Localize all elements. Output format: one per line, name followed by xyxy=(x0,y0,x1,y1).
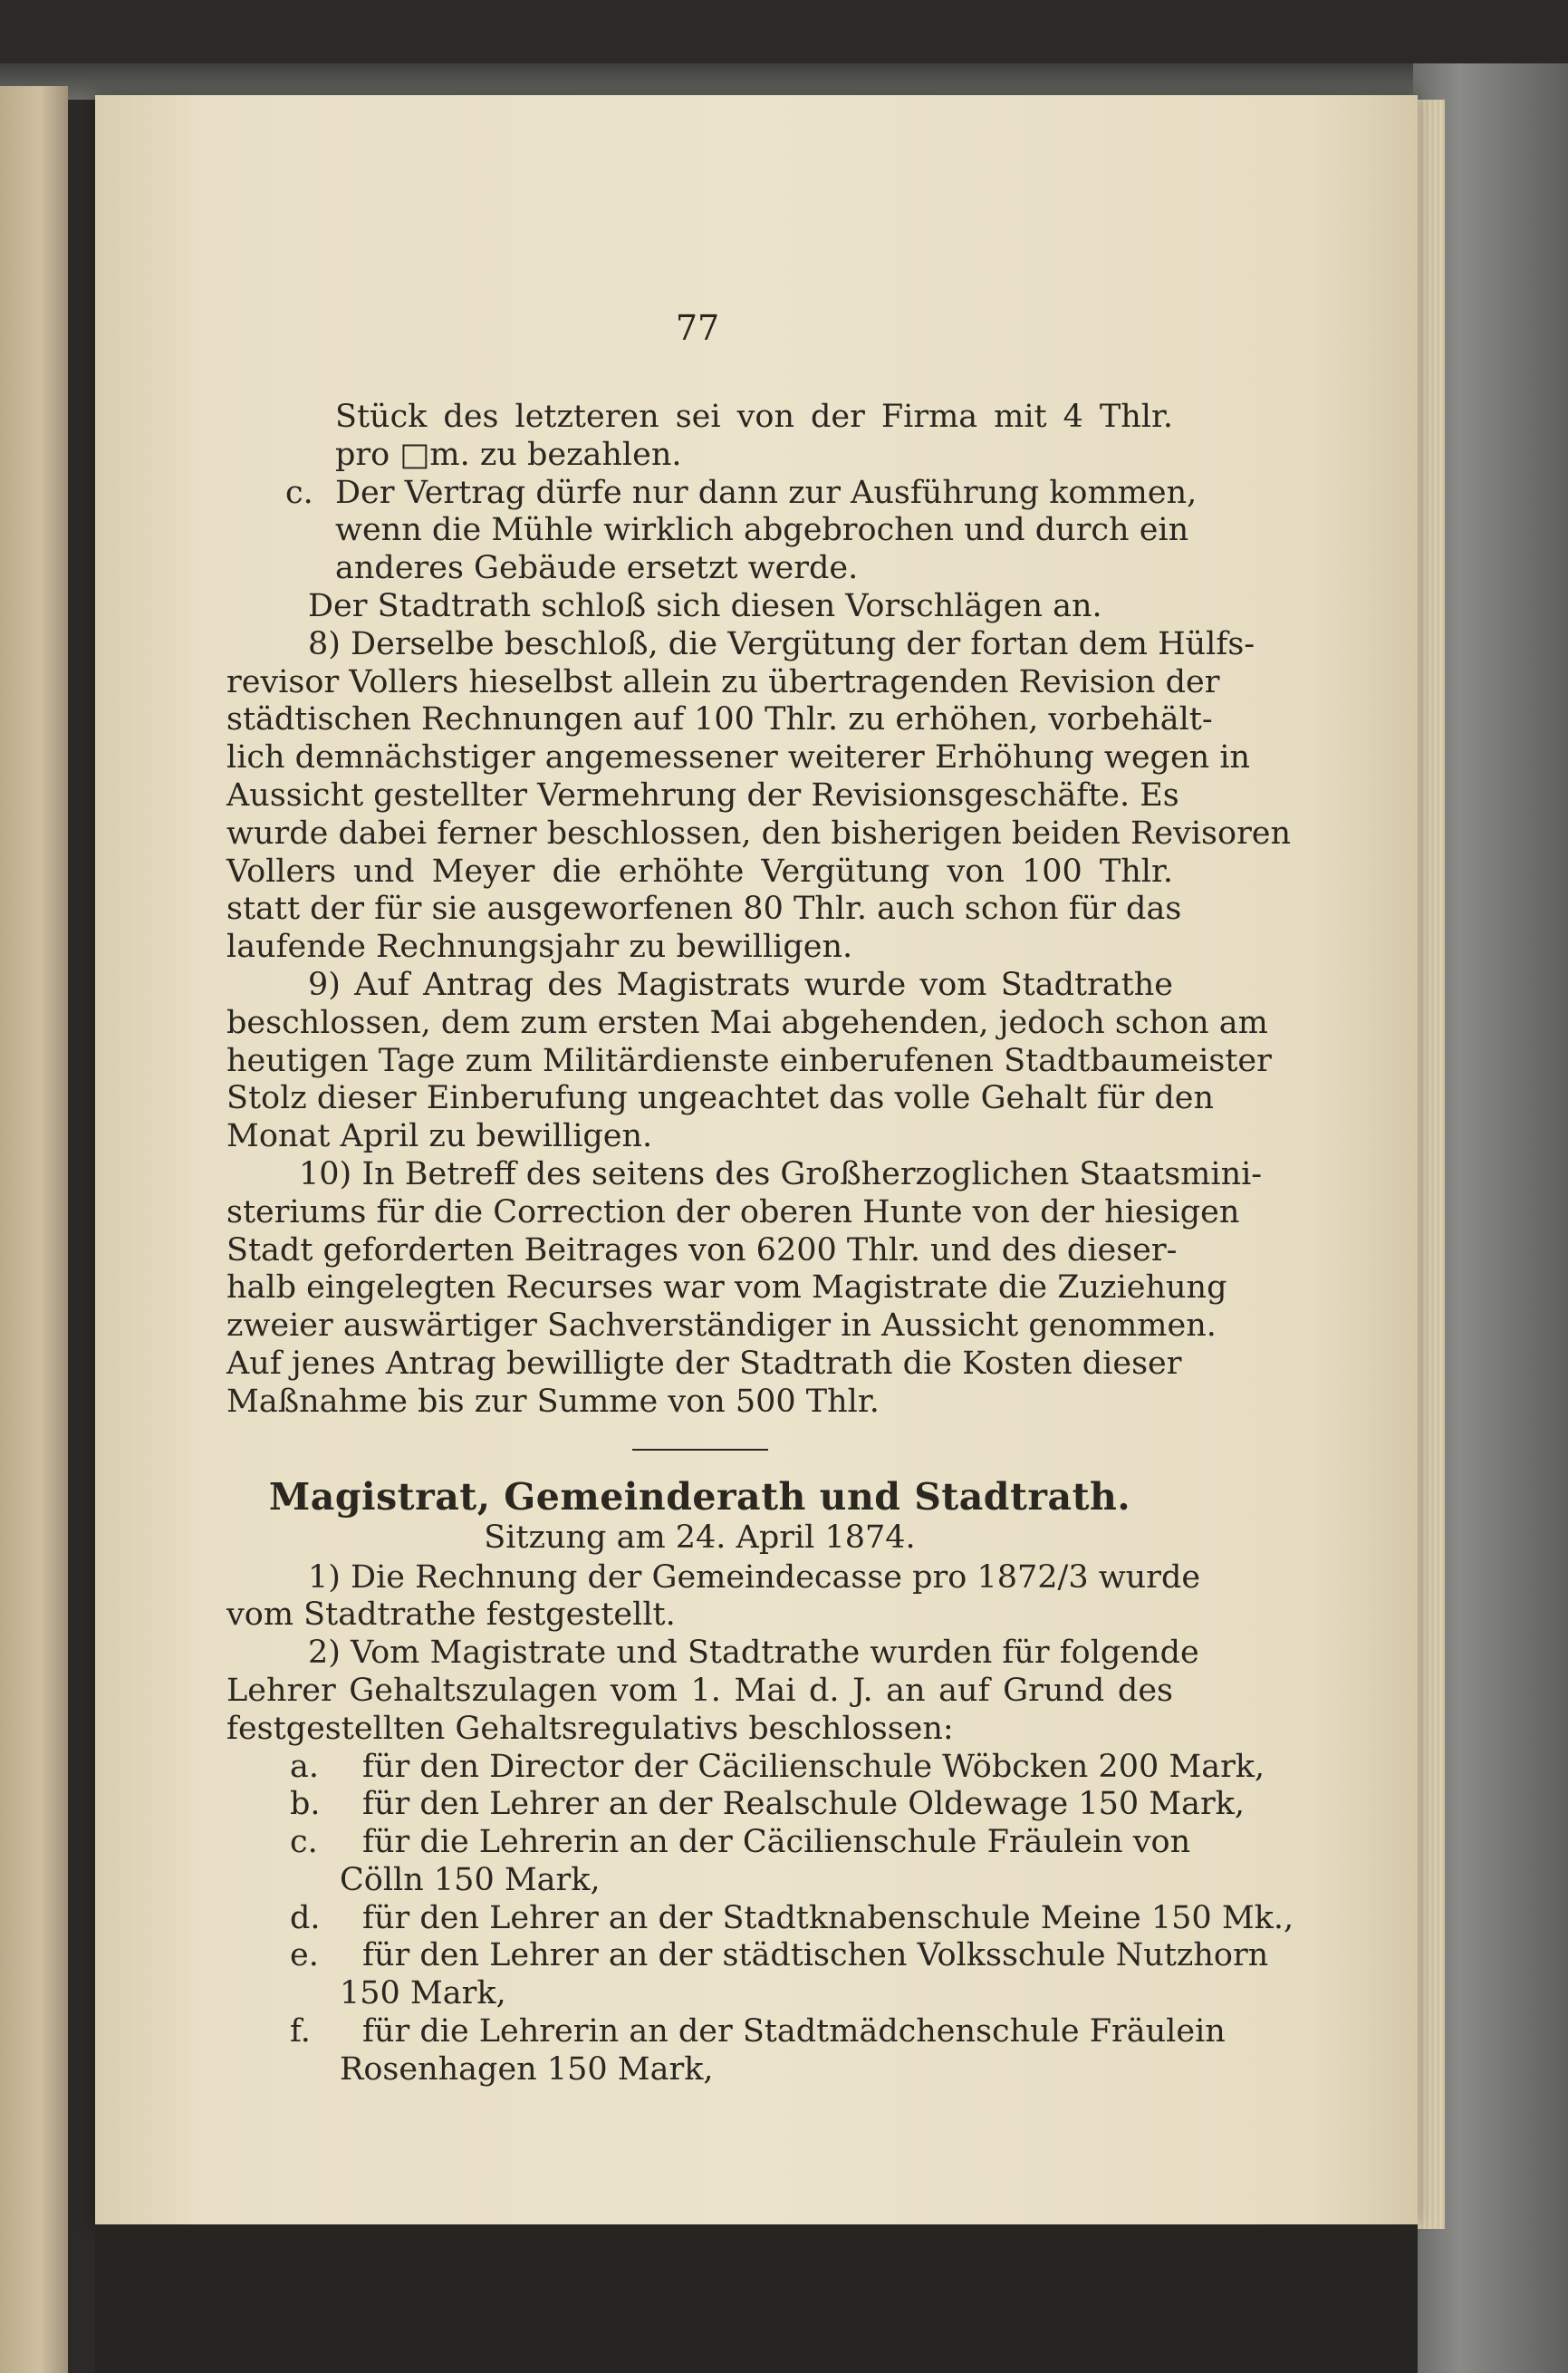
text-column xyxy=(226,399,1294,2089)
text-line: 1) Die Rechnung der Gemeindecasse pro 1872/3 wurde xyxy=(308,1558,1201,1596)
text-line: Stolz dieser Einberufung ungeachtet das volle Gehalt für den xyxy=(226,1080,1215,1117)
text-line: anderes Gebäude ersetzt werde. xyxy=(335,550,859,587)
text-line: für den Lehrer an der Stadtknabenschule Meine 150 Mk., xyxy=(362,1899,1294,1936)
section2-paragraph-2 xyxy=(226,1635,1199,1748)
text-line: lich demnächstiger angemessener weiterer Erhöhung wegen in xyxy=(226,739,1251,777)
text-line: zweier auswärtiger Sachverständiger in Aussicht genommen. xyxy=(226,1307,1217,1345)
text-line: 10) In Betreff des seitens des Großherzoglichen Staatsmini- xyxy=(299,1155,1263,1192)
paragraph-10 xyxy=(226,1155,1263,1422)
item-label: f. xyxy=(290,2013,311,2050)
section-heading: Magistrat, Gemeinderath und Stadtrath. xyxy=(268,1474,1131,1519)
list-item xyxy=(226,1824,1191,1862)
text-line: Aussicht gestellter Vermehrung der Revisionsgeschäfte. Es xyxy=(226,777,1179,814)
item-label: e. xyxy=(290,1937,319,1974)
paragraph-8 xyxy=(226,625,1292,967)
facing-page-edge xyxy=(0,86,68,2373)
book-cover-top xyxy=(0,63,1568,100)
list-item-c xyxy=(226,474,1198,588)
text-line: für den Director der Cäcilienschule Wöbcken 200 Mark, xyxy=(362,1748,1265,1785)
page-bottom-shadow xyxy=(95,2224,1418,2373)
text-line: Lehrer Gehaltszulagen vom 1. Mai d. J. an auf Grund des xyxy=(226,1672,1173,1709)
text-line: Monat April zu bewilligen. xyxy=(226,1118,653,1155)
text-line: halb eingelegten Recurses war vom Magistrate die Zuziehung xyxy=(226,1269,1227,1307)
section-divider xyxy=(632,1449,768,1451)
paragraph-9 xyxy=(226,966,1272,1156)
text-line: wenn die Mühle wirklich abgebrochen und durch ein xyxy=(335,512,1189,549)
item-label: b. xyxy=(290,1786,321,1823)
text-line: Cölln 150 Mark, xyxy=(340,1861,601,1898)
item-label: a. xyxy=(290,1748,319,1785)
text-line: laufende Rechnungsjahr zu bewilligen. xyxy=(226,929,853,966)
text-line: statt der für sie ausgeworfenen 80 Thlr. auch schon für das xyxy=(226,891,1182,928)
item-label: c. xyxy=(290,1824,318,1861)
text-line: für die Lehrerin an der Cäcilienschule Fräulein von xyxy=(362,1824,1191,1861)
list-item xyxy=(226,1786,1246,1824)
salary-list xyxy=(226,1748,1294,2089)
text-line: revisor Vollers hieselbst allein zu übertragenden Revision der xyxy=(226,663,1220,700)
text-line: 9) Auf Antrag des Magistrats wurde vom Stadtrathe xyxy=(308,966,1173,1003)
text-line: städtischen Rechnungen auf 100 Thlr. zu erhöhen, vorbehält- xyxy=(226,701,1213,738)
list-item xyxy=(226,2013,1226,2051)
item-label: c. xyxy=(285,474,313,511)
text-line: 8) Derselbe beschloß, die Vergütung der fortan dem Hülfs- xyxy=(308,625,1255,662)
text-line: Auf jenes Antrag bewilligte der Stadtrath die Kosten dieser xyxy=(226,1345,1182,1382)
section2-paragraph-1 xyxy=(226,1558,1201,1635)
text-line: Stück des letzteren sei von der Firma mit 4 Thlr. xyxy=(335,399,1173,435)
list-item xyxy=(226,1899,1294,1938)
list-item xyxy=(226,1937,1269,1975)
text-line: Der Vertrag dürfe nur dann zur Ausführung kommen, xyxy=(335,474,1198,511)
list-item xyxy=(226,1748,1265,1787)
item-label: d. xyxy=(290,1899,321,1936)
text-line: heutigen Tage zum Militärdienste einberufenen Stadtbaumeister xyxy=(226,1042,1272,1079)
text-line: 150 Mark, xyxy=(340,1975,506,2012)
text-line: steriums für die Correction der oberen Hunte von der hiesigen xyxy=(226,1193,1240,1230)
text-line: 2) Vom Magistrate und Stadtrathe wurden für folgende xyxy=(308,1635,1199,1672)
text-line: beschlossen, dem zum ersten Mai abgehenden, jedoch schon am xyxy=(226,1004,1268,1041)
session-date: Sitzung am 24. April 1874. xyxy=(484,1519,916,1556)
page-number: 77 xyxy=(675,308,720,348)
text-line: Vollers und Meyer die erhöhte Vergütung von 100 Thlr. xyxy=(226,853,1173,890)
text-line: für den Lehrer an der städtischen Volksschule Nutzhorn xyxy=(362,1937,1269,1974)
text-line: wurde dabei ferner beschlossen, den bisherigen beiden Revisoren xyxy=(226,815,1292,852)
text-line: für den Lehrer an der Realschule Oldewage 150 Mark, xyxy=(362,1786,1246,1823)
text-line: vom Stadtrathe festgestellt. xyxy=(226,1596,676,1634)
text-line: für die Lehrerin an der Stadtmädchenschule Fräulein xyxy=(362,2013,1226,2050)
text-line: Rosenhagen 150 Mark, xyxy=(340,2050,714,2088)
paragraph-accept: Der Stadtrath schloß sich diesen Vorschlägen an. xyxy=(308,587,1102,624)
text-line: pro □m. zu bezahlen. xyxy=(335,436,682,473)
text-line: festgestellten Gehaltsregulativs beschlossen: xyxy=(226,1710,954,1747)
text-line: Stadt geforderten Beitrages von 6200 Thlr. und des dieser- xyxy=(226,1231,1178,1268)
text-line: Maßnahme bis zur Summe von 500 Thlr. xyxy=(226,1383,880,1420)
continuation-block xyxy=(226,399,1173,475)
